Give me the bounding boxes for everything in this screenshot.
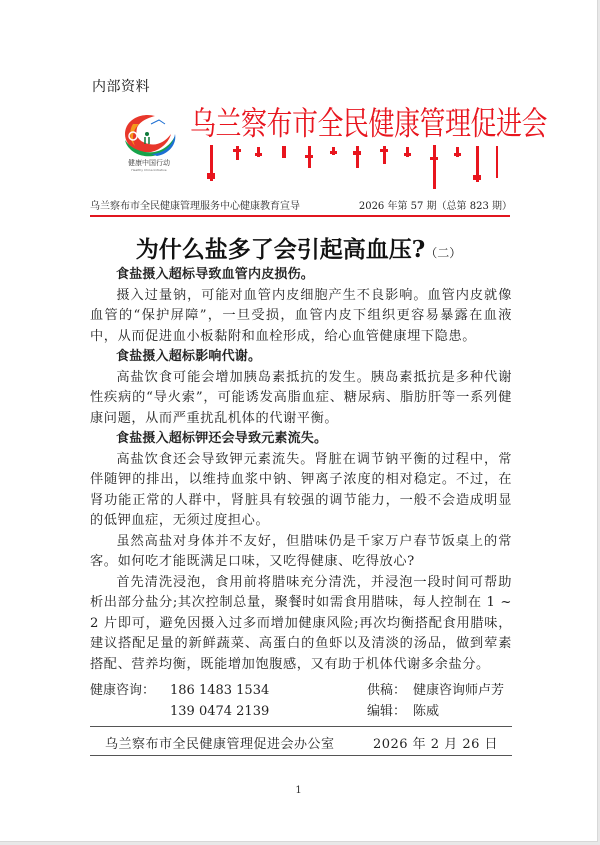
phone-number: 186 1483 1534 xyxy=(170,683,270,698)
paragraph: 高盐饮食可能会增加胰岛素抵抗的发生。胰岛素抵抗是多种代谢性疾病的“导火索”，可能诱发高脂血症、糖尿病、脂肪肝等一系列健康问题，从而严重扰乱机体的代谢平衡。 xyxy=(90,369,512,426)
healthy-china-logo xyxy=(111,110,187,194)
red-divider xyxy=(90,215,510,217)
section-heading: 食盐摄入超标影响代谢。 xyxy=(116,349,262,364)
page-number: 1 xyxy=(295,785,302,796)
article-title-main: 为什么盐多了会引起高血压? xyxy=(135,236,426,263)
footer-top-rule xyxy=(90,726,512,727)
paragraph: 虽然高盐对身体并不友好，但腊味仍是千家万户春节饭桌上的常客。如何吃才能既满足口味，又吃得健康、吃得放心? xyxy=(90,533,512,569)
spacer xyxy=(90,701,170,722)
logo-caption: 健康中国行动 xyxy=(128,159,170,167)
credits xyxy=(367,680,504,722)
publisher-text: 乌兰察布市全民健康管理服务中心健康教育宣导 xyxy=(90,201,300,212)
logo-subcaption: Healthy China Initiative xyxy=(131,168,167,172)
paragraph: 首先清洗浸泡，食用前将腊味充分清洗，并浸泡一段时间可帮助析出部分盐分;其次控制总量，聚餐时如需食用腊味，每人控制在 1 ~ 2 片即可，避免因摄入过多而增加健康风险;再次均衡搭配食用腊味，建议搭配足量的新鲜蔬菜、高蛋白的鱼虾以及清淡的汤品，做到荤素搭配、营养均衡，既能增加饱腹感，又有助于机体代谢多余盐分。 xyxy=(90,574,512,672)
organization-title: 乌兰察布市全民健康管理促进会 xyxy=(190,105,548,143)
article-body xyxy=(90,265,512,675)
section-heading: 食盐摄入超标钾还会导致元素流失。 xyxy=(116,431,328,446)
article-title-part: （二） xyxy=(425,246,462,260)
article-title xyxy=(0,231,597,264)
editor-name: 陈威 xyxy=(413,704,440,719)
author-label: 供稿： xyxy=(367,683,407,698)
author-name: 健康咨询师卢芳 xyxy=(413,683,505,698)
phone-number: 139 0474 2139 xyxy=(170,704,270,719)
paragraph: 摄入过量钠，可能对血管内皮细胞产生不良影响。血管内皮就像血管的“保护屏障”，一旦受损，血管内皮下组织更容易暴露在血液中，从而促进血小板黏附和血栓形成，给心血管健康埋下隐患。 xyxy=(90,287,512,344)
healthy-china-logo-icon xyxy=(111,110,187,160)
footer xyxy=(105,733,498,752)
consultation-label: 健康咨询： xyxy=(90,683,156,698)
paragraph: 高盐饮食还会导致钾元素流失。肾脏在调节钠平衡的过程中，常伴随钾的排出，以维持血浆中钠、钾离子浓度的相对稳定。不过，在肾功能正常的人群中，肾脏具有较强的调节能力，一般不会造成明显的低钾血症，无须过度担心。 xyxy=(90,451,512,528)
mongolian-script-title-icon xyxy=(190,143,498,193)
issue-date: 2026 年 2 月 26 日 xyxy=(372,737,498,752)
issue-header xyxy=(90,197,512,212)
office-name: 乌兰察布市全民健康管理促进会办公室 xyxy=(105,737,335,752)
section-heading: 食盐摄入超标导致血管内皮损伤。 xyxy=(116,267,315,282)
consultation-info xyxy=(90,680,269,722)
issue-number: 2026 年第 57 期（总第 823 期） xyxy=(358,201,512,212)
editor-label: 编辑： xyxy=(367,704,407,719)
footer-bottom-rule xyxy=(90,755,512,756)
classification-label: 内部资料 xyxy=(92,79,150,95)
